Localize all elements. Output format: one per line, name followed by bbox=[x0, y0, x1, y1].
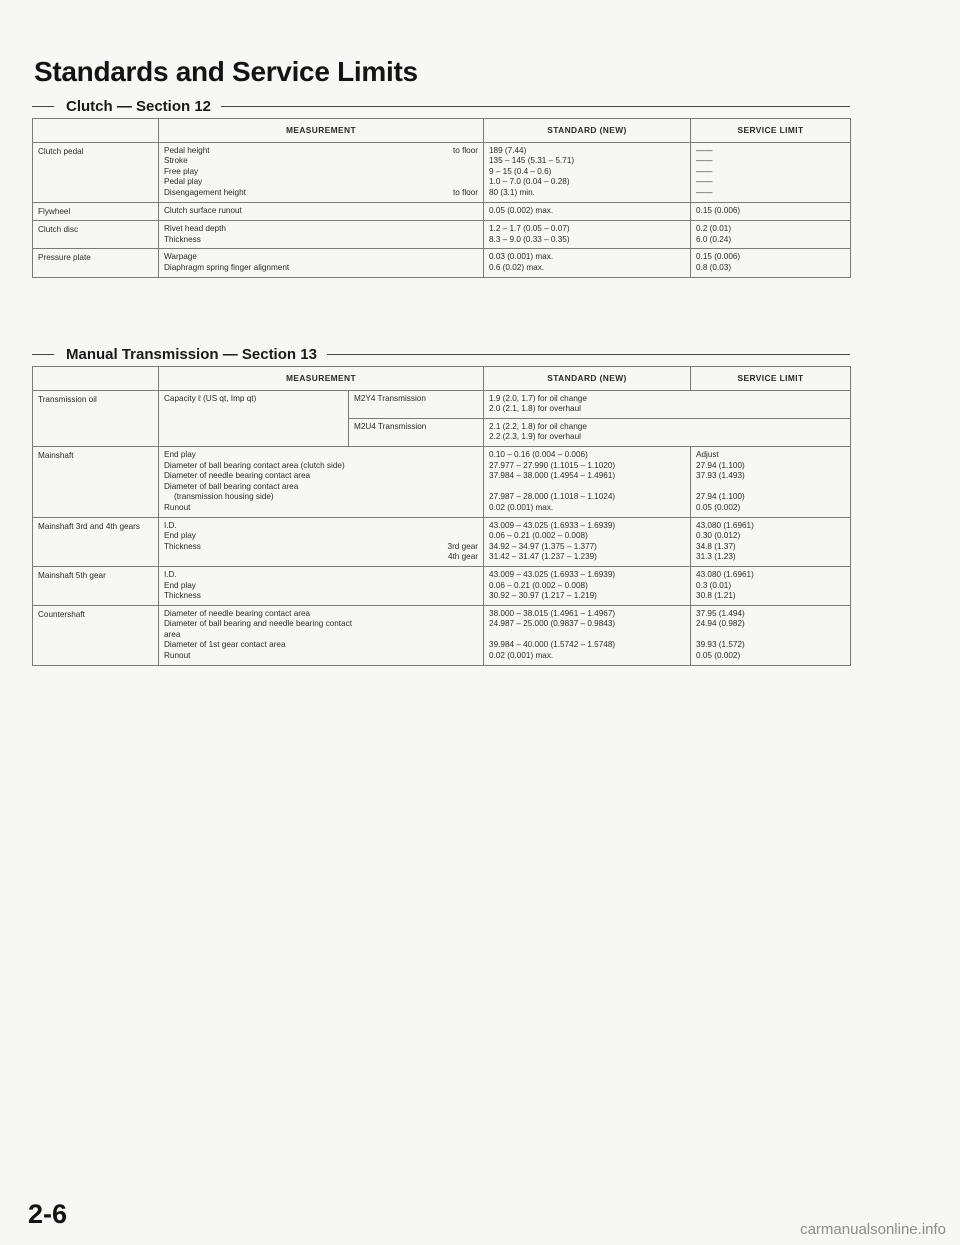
header-blank bbox=[33, 119, 159, 143]
measurement-text: Clutch surface runout bbox=[164, 205, 242, 215]
value-line: 6.0 (0.24) bbox=[696, 234, 732, 244]
measurement-text: End play bbox=[164, 580, 196, 590]
measurement-line bbox=[164, 492, 478, 503]
value-line: 0.05 (0.002) max. bbox=[489, 205, 554, 215]
measurement-line bbox=[164, 581, 478, 592]
measurement-note: 4th gear bbox=[447, 552, 479, 562]
measurement-cell bbox=[159, 221, 484, 249]
measurement-text: Diameter of 1st gear contact area bbox=[164, 640, 286, 650]
page-number: 2-6 bbox=[28, 1199, 68, 1229]
measurement-cell bbox=[159, 249, 484, 277]
clutch-section-heading bbox=[32, 95, 850, 117]
value-line: 27.94 (1.100) bbox=[696, 492, 745, 502]
heading-rule bbox=[32, 106, 54, 107]
measurement-text: Warpage bbox=[164, 252, 197, 262]
header-measurement: MEASUREMENT bbox=[159, 119, 484, 143]
value-line: 30.92 – 30.97 (1.217 – 1.219) bbox=[489, 591, 597, 601]
row-label: Transmission oil bbox=[33, 390, 159, 446]
oil-variant-standard bbox=[484, 418, 851, 446]
value-line: 2.2 (2.3, 1.9) for overhaul bbox=[489, 432, 581, 442]
manual-table-body-rows bbox=[33, 446, 851, 665]
table-header-row bbox=[33, 367, 851, 391]
value-line: 135 – 145 (5.31 – 5.71) bbox=[489, 156, 575, 166]
standard-cell bbox=[484, 446, 691, 517]
clutch-spec-table bbox=[32, 118, 851, 278]
measurement-text: Runout bbox=[164, 651, 191, 661]
measurement-text: Stroke bbox=[164, 156, 188, 166]
table-row bbox=[33, 249, 851, 277]
manual-table-body bbox=[33, 390, 851, 446]
standard-cell bbox=[484, 605, 691, 665]
oil-variant-standard bbox=[484, 390, 851, 418]
row-label: Countershaft bbox=[33, 605, 159, 665]
row-label: Clutch disc bbox=[33, 221, 159, 249]
value-line bbox=[489, 630, 685, 641]
value-line: 0.06 – 0.21 (0.002 – 0.008) bbox=[489, 580, 588, 590]
measurement-text: area bbox=[164, 629, 181, 639]
value-line: 27.977 – 27.990 (1.1015 – 1.1020) bbox=[489, 460, 616, 470]
measurement-note: 3rd gear bbox=[447, 541, 479, 551]
row-label: Mainshaft 3rd and 4th gears bbox=[33, 517, 159, 566]
measurement-line bbox=[164, 177, 478, 188]
measurement-cell bbox=[159, 566, 484, 605]
measurement-note: to floor bbox=[452, 145, 478, 155]
measurement-line bbox=[164, 482, 478, 493]
value-line: 37.93 (1.493) bbox=[696, 471, 745, 481]
service-limit-cell bbox=[691, 566, 851, 605]
measurement-cell bbox=[159, 142, 484, 202]
measurement-line bbox=[164, 263, 478, 274]
service-limit-cell bbox=[691, 142, 851, 202]
value-line: 24.987 – 25.000 (0.9837 – 0.9843) bbox=[489, 619, 616, 629]
table-row bbox=[33, 605, 851, 665]
value-line: 30.8 (1.21) bbox=[696, 591, 736, 601]
measurement-line bbox=[164, 206, 478, 217]
measurement-text: Pedal height bbox=[164, 145, 210, 155]
measurement-line bbox=[164, 235, 478, 246]
measurement-line bbox=[164, 531, 478, 542]
measurement-text: I.D. bbox=[164, 569, 177, 579]
measurement-text: Diaphragm spring finger alignment bbox=[164, 262, 290, 272]
measurement-text: End play bbox=[164, 449, 196, 459]
value-line: 39.93 (1.572) bbox=[696, 640, 745, 650]
standard-cell bbox=[484, 566, 691, 605]
measurement-text: Diameter of ball bearing contact area (clutch side) bbox=[164, 460, 345, 470]
standard-cell bbox=[484, 202, 691, 221]
measurement-line bbox=[164, 552, 478, 563]
measurement-line bbox=[164, 542, 478, 553]
standard-cell bbox=[484, 517, 691, 566]
heading-rule bbox=[221, 106, 850, 107]
watermark: carmanualsonline.info bbox=[800, 1221, 946, 1238]
oil-variant-name: M2Y4 Transmission bbox=[349, 390, 484, 418]
value-line: 1.9 (2.0, 1.7) for oil change bbox=[489, 393, 587, 403]
service-limit-cell bbox=[691, 605, 851, 665]
value-line: —— bbox=[696, 187, 713, 197]
measurement-text: Pedal play bbox=[164, 177, 203, 187]
oil-variant-name: M2U4 Transmission bbox=[349, 418, 484, 446]
value-line: 39.984 – 40.000 (1.5742 – 1.5748) bbox=[489, 640, 616, 650]
measurement-cell bbox=[159, 202, 484, 221]
measurement-text: Thickness bbox=[164, 234, 201, 244]
value-line: 0.2 (0.01) bbox=[696, 224, 732, 234]
value-line: 31.3 (1.23) bbox=[696, 552, 736, 562]
measurement-line bbox=[164, 651, 478, 662]
row-label: Flywheel bbox=[33, 202, 159, 221]
value-line: 8.3 – 9.0 (0.33 – 0.35) bbox=[489, 234, 570, 244]
row-label: Mainshaft bbox=[33, 446, 159, 517]
row-label: Clutch pedal bbox=[33, 142, 159, 202]
value-line: 80 (3.1) min. bbox=[489, 187, 535, 197]
table-row bbox=[33, 566, 851, 605]
measurement-text: Runout bbox=[164, 502, 191, 512]
measurement-line bbox=[164, 521, 478, 532]
manual-section-title: Manual Transmission — Section 13 bbox=[60, 346, 323, 363]
value-line: 34.8 (1.37) bbox=[696, 541, 736, 551]
measurement-text: Diameter of ball bearing contact area bbox=[164, 481, 299, 491]
value-line: 38.000 – 38.015 (1.4961 – 1.4967) bbox=[489, 608, 616, 618]
value-line bbox=[489, 482, 685, 493]
service-limit-cell bbox=[691, 446, 851, 517]
value-line: 24.94 (0.982) bbox=[696, 619, 745, 629]
header-measurement: MEASUREMENT bbox=[159, 367, 484, 391]
table-row bbox=[33, 202, 851, 221]
value-line: Adjust bbox=[696, 449, 719, 459]
service-limit-cell bbox=[691, 202, 851, 221]
measurement-text: I.D. bbox=[164, 520, 177, 530]
value-line: 0.15 (0.006) bbox=[696, 252, 741, 262]
page-title: Standards and Service Limits bbox=[34, 56, 418, 87]
table-row bbox=[33, 517, 851, 566]
value-line: 2.1 (2.2, 1.8) for oil change bbox=[489, 421, 587, 431]
measurement-cell bbox=[159, 605, 484, 665]
value-line: —— bbox=[696, 156, 713, 166]
value-line: 1.0 – 7.0 (0.04 – 0.28) bbox=[489, 177, 570, 187]
value-line bbox=[696, 630, 845, 641]
measurement-text: Disengagement height bbox=[164, 187, 246, 197]
value-line: 0.02 (0.001) max. bbox=[489, 502, 554, 512]
standard-cell bbox=[484, 221, 691, 249]
measurement-line bbox=[164, 570, 478, 581]
header-blank bbox=[33, 367, 159, 391]
value-line: 0.6 (0.02) max. bbox=[489, 262, 545, 272]
measurement-line bbox=[164, 471, 478, 482]
measurement-text: Diameter of needle bearing contact area bbox=[164, 471, 311, 481]
table-row bbox=[33, 446, 851, 517]
standard-cell bbox=[484, 249, 691, 277]
heading-rule bbox=[32, 354, 54, 355]
value-line: 0.15 (0.006) bbox=[696, 205, 741, 215]
value-line: 0.02 (0.001) max. bbox=[489, 651, 554, 661]
header-service-limit: SERVICE LIMIT bbox=[691, 119, 851, 143]
value-line: —— bbox=[696, 145, 713, 155]
measurement-text: End play bbox=[164, 531, 196, 541]
value-line: 0.06 – 0.21 (0.002 – 0.008) bbox=[489, 531, 588, 541]
value-line: 37.95 (1.494) bbox=[696, 608, 745, 618]
value-line: 0.03 (0.001) max. bbox=[489, 252, 554, 262]
manual-transmission-section bbox=[32, 345, 850, 666]
measurement-text: Free play bbox=[164, 166, 199, 176]
value-line: —— bbox=[696, 166, 713, 176]
measurement-text: Rivet head depth bbox=[164, 224, 226, 234]
measurement-line bbox=[164, 188, 478, 199]
value-line: 43.009 – 43.025 (1.6933 – 1.6939) bbox=[489, 569, 616, 579]
heading-rule bbox=[327, 354, 850, 355]
value-line: 1.2 – 1.7 (0.05 – 0.07) bbox=[489, 224, 570, 234]
header-standard: STANDARD (NEW) bbox=[484, 367, 691, 391]
measurement-note: to floor bbox=[452, 187, 478, 197]
measurement-text: Thickness bbox=[164, 591, 201, 601]
measurement-text: (transmission housing side) bbox=[174, 492, 274, 502]
measurement-text: Diameter of ball bearing and needle bearing contact bbox=[164, 619, 352, 629]
header-service-limit: SERVICE LIMIT bbox=[691, 367, 851, 391]
measurement-line bbox=[164, 461, 478, 472]
value-line: 2.0 (2.1, 1.8) for overhaul bbox=[489, 404, 581, 414]
measurement-line bbox=[164, 224, 478, 235]
value-line bbox=[696, 482, 845, 493]
value-line: 37.984 – 38.000 (1.4954 – 1.4961) bbox=[489, 471, 616, 481]
value-line: 0.05 (0.002) bbox=[696, 651, 741, 661]
clutch-section bbox=[32, 97, 850, 278]
row-label: Pressure plate bbox=[33, 249, 159, 277]
value-line: 0.30 (0.012) bbox=[696, 531, 741, 541]
measurement-line bbox=[164, 252, 478, 263]
oil-capacity-label: Capacity ℓ (US qt, Imp qt) bbox=[159, 390, 349, 446]
table-row bbox=[33, 142, 851, 202]
measurement-line bbox=[164, 167, 478, 178]
row-label: Mainshaft 5th gear bbox=[33, 566, 159, 605]
value-line: 31.42 – 31.47 (1.237 – 1.239) bbox=[489, 552, 597, 562]
service-limit-cell bbox=[691, 249, 851, 277]
value-line: 43.080 (1.6961) bbox=[696, 569, 754, 579]
table-header-row bbox=[33, 119, 851, 143]
measurement-line bbox=[164, 503, 478, 514]
measurement-cell bbox=[159, 446, 484, 517]
value-line: 43.080 (1.6961) bbox=[696, 520, 754, 530]
service-limit-cell bbox=[691, 221, 851, 249]
value-line: 27.94 (1.100) bbox=[696, 460, 745, 470]
value-line: 27.987 – 28.000 (1.1018 – 1.1024) bbox=[489, 492, 616, 502]
value-line: —— bbox=[696, 177, 713, 187]
value-line: 43.009 – 43.025 (1.6933 – 1.6939) bbox=[489, 520, 616, 530]
measurement-line bbox=[164, 146, 478, 157]
measurement-line bbox=[164, 630, 478, 641]
measurement-line bbox=[164, 591, 478, 602]
value-line: 0.3 (0.01) bbox=[696, 580, 732, 590]
measurement-text: Diameter of needle bearing contact area bbox=[164, 608, 311, 618]
measurement-line bbox=[164, 619, 478, 630]
standard-cell bbox=[484, 142, 691, 202]
measurement-text: Thickness bbox=[164, 541, 201, 551]
service-limit-cell bbox=[691, 517, 851, 566]
measurement-line bbox=[164, 609, 478, 620]
value-line: 34.92 – 34.97 (1.375 – 1.377) bbox=[489, 541, 597, 551]
manual-spec-table bbox=[32, 366, 851, 666]
measurement-line bbox=[164, 640, 478, 651]
clutch-table-body bbox=[33, 142, 851, 277]
clutch-section-title: Clutch — Section 12 bbox=[60, 98, 217, 115]
value-line: 0.10 – 0.16 (0.004 – 0.006) bbox=[489, 449, 588, 459]
measurement-line bbox=[164, 156, 478, 167]
measurement-line bbox=[164, 450, 478, 461]
header-standard: STANDARD (NEW) bbox=[484, 119, 691, 143]
value-line: 0.8 (0.03) bbox=[696, 262, 732, 272]
value-line: 9 – 15 (0.4 – 0.6) bbox=[489, 166, 552, 176]
table-row bbox=[33, 390, 851, 418]
value-line: 0.05 (0.002) bbox=[696, 502, 741, 512]
table-row bbox=[33, 221, 851, 249]
manual-section-heading bbox=[32, 343, 850, 365]
value-line: 189 (7.44) bbox=[489, 145, 527, 155]
measurement-cell bbox=[159, 517, 484, 566]
